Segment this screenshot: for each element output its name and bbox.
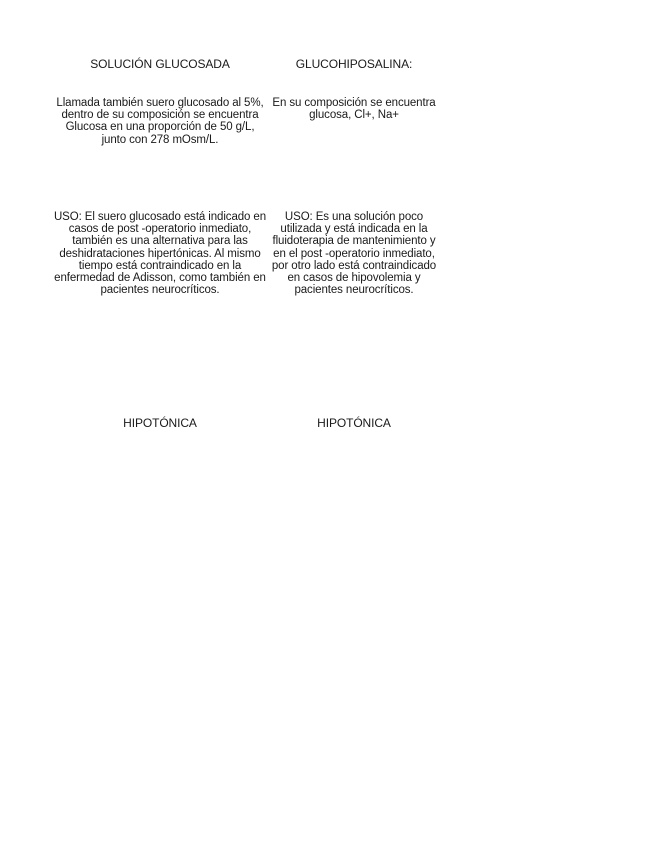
glucosada-uso: USO: El suero glucosado está indicado en casos de post -operatorio inmediato, también es una alternativa para las deshidrataciones hipertónicas. Al mismo tiempo está contraindicado en la enfermedad de Adisson, como también en pacientes neurocríticos. bbox=[53, 211, 267, 297]
glucohiposalina-title: GLUCOHIPOSALINA: bbox=[295, 57, 413, 71]
glucohiposalina-description: En su composición se encuentra glucosa, Cl+, Na+ bbox=[272, 97, 436, 122]
glucosada-tonicity: HIPOTÓNICA bbox=[123, 416, 197, 430]
glucohiposalina-tonicity: HIPOTÓNICA bbox=[317, 416, 391, 430]
glucosada-description: Llamada también suero glucosado al 5%, dentro de su composición se encuentra Glucosa en una proporción de 50 g/L, junto con 278 mOsm/L. bbox=[56, 97, 264, 146]
glucohiposalina-uso: USO: Es una solución poco utilizada y está indicada en la fluidoterapia de mantenimiento y en el post -operatorio inmediato, por otro lado está contraindicado en casos de hipovolemia y pacientes neurocríticos. bbox=[271, 211, 437, 297]
glucosada-title: SOLUCIÓN GLUCOSADA bbox=[90, 57, 230, 71]
